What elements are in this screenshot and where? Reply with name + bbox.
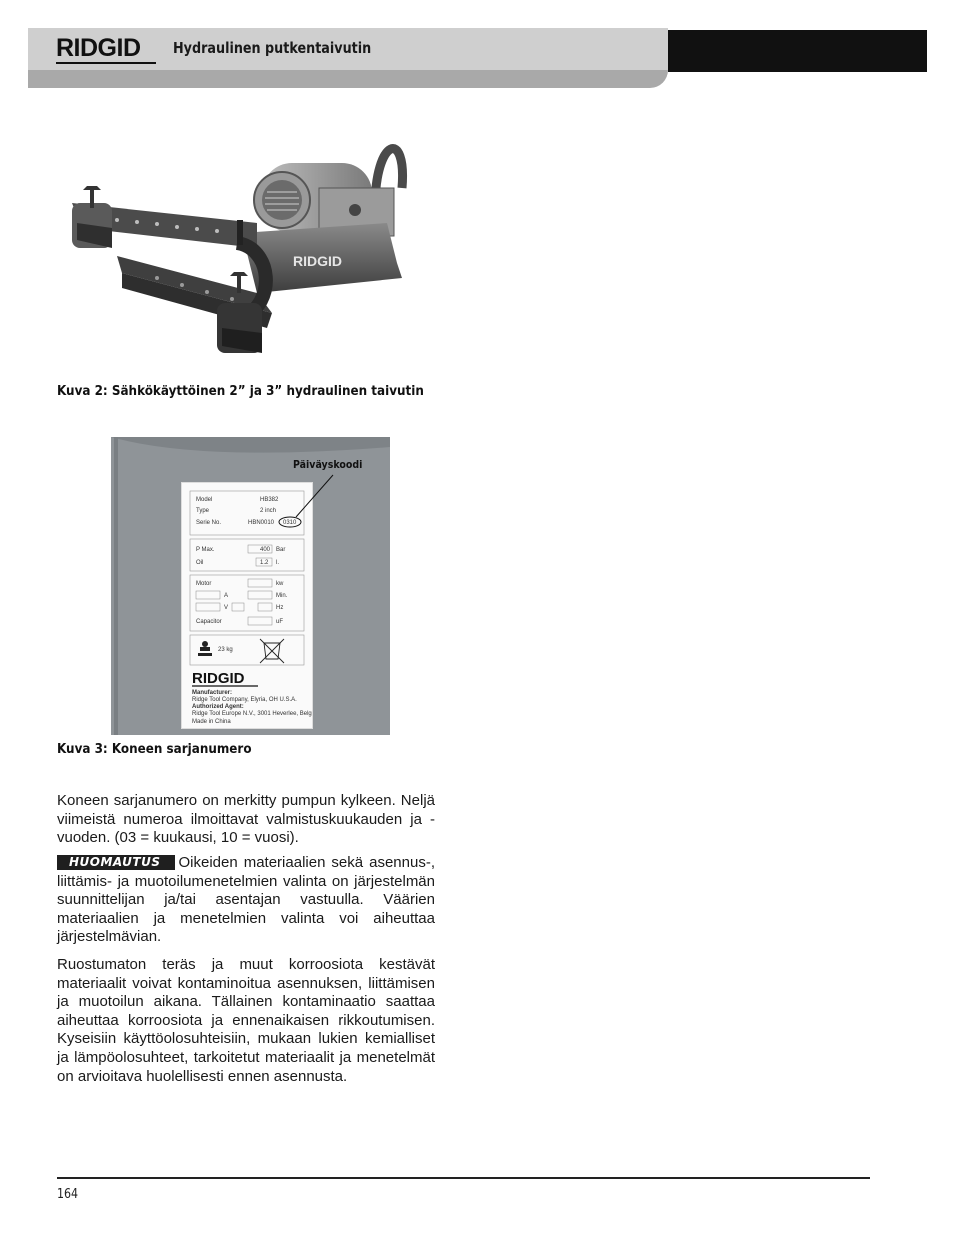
label-date-code: 0310 [283,520,297,526]
paragraph-notice [57,854,435,947]
ridgid-logo [56,34,158,64]
body-brand-text: RIDGID [293,253,342,269]
label-agent-key: Authorized Agent: [192,704,244,710]
notice-badge: HUOMAUTUS [57,855,175,870]
label-oil-key: Oil [196,560,204,566]
label-min-unit: Min. [276,593,288,599]
logo-text: RIDGID [56,34,141,62]
label-pmax-unit: Bar [276,547,286,553]
paragraph-stainless: Ruostumaton teräs ja muut korroosiota kestävät materiaalit voivat kontaminoitua asennuksen, liittämisen ja muotoilun aikana. Tällainen kontaminaatio saattaa aiheuttaa korroosiota ja ennenaikaisen rikkoutumisen. Kyseisiin käyttöolosuhteisiin, mukaan lukien kemialliset ja lämpöolosuhteet, tarkoitetut materiaalit ja menetelmät on arvioitava huolellisesti ennen asennusta. [57,956,435,1085]
header-band-shadow [28,70,668,88]
label-serie-val: HBN0010 [248,520,275,526]
label-oil-unit: l. [276,560,279,566]
header-dark-block [668,30,927,72]
page-header-title: Hydraulinen putkentaivutin [173,39,372,57]
bender-illustration [57,128,433,376]
label-brand: RIDGID [192,670,245,687]
label-hz-unit: Hz [276,605,284,611]
label-motor-unit: kw [276,581,284,587]
label-pmax-key: P Max. [196,547,215,553]
label-cap-unit: uF [276,619,284,625]
page-number: 164 [57,1187,79,1202]
figure-caption-2: Kuva 2: Sähkökäyttöinen 2” ja 3” hydraulinen taivutin [57,384,424,399]
figure-hydraulic-bender [57,128,433,376]
label-origin: Made in China [192,719,231,725]
label-type-val: 2 inch [260,508,277,514]
label-serie-key: Serie No. [196,520,222,526]
label-manufacturer-key: Manufacturer: [192,690,233,696]
label-model-val: HB382 [260,497,279,503]
label-agent-val: Ridge Tool Europe N.V., 3001 Heverlee, Belgium [192,711,312,717]
label-model-key: Model [196,497,213,503]
callout-line [111,437,390,735]
label-cap-key: Capacitor [196,619,222,625]
label-amp-unit: A [224,593,229,599]
label-motor-key: Motor [196,581,212,587]
label-weight: 23 kg [218,647,233,653]
label-oil-val: 1.2 [260,560,269,566]
footer-rule [57,1177,870,1179]
logo-underline [56,62,156,64]
label-pmax-val: 400 [260,547,271,553]
figure-caption-3: Kuva 3: Koneen sarjanumero [57,742,252,757]
label-type-key: Type [196,508,210,514]
paragraph-serial-info: Koneen sarjanumero on merkitty pumpun kylkeen. Neljä viimeistä numeroa ilmoittavat valmistuskuukauden ja -vuoden. (03 = kuukausi, 10 = vuosi). [57,792,435,847]
label-volt-unit: V [224,605,229,611]
notice-text: Oikeiden materiaalien sekä asennus-, liittämis- ja muotoilumenetelmien valinta on järjestelmän suunnittelijan ja/tai asentajan vastuulla. Väärien materiaalien ja menetelmien valinta voi aiheuttaa järjestelmävian. [57,854,435,946]
date-code-callout: Päiväyskoodi [293,459,363,471]
figure-serial-plate [111,437,390,735]
label-manufacturer-val: Ridge Tool Company, Elyria, OH U.S.A. [192,697,297,703]
